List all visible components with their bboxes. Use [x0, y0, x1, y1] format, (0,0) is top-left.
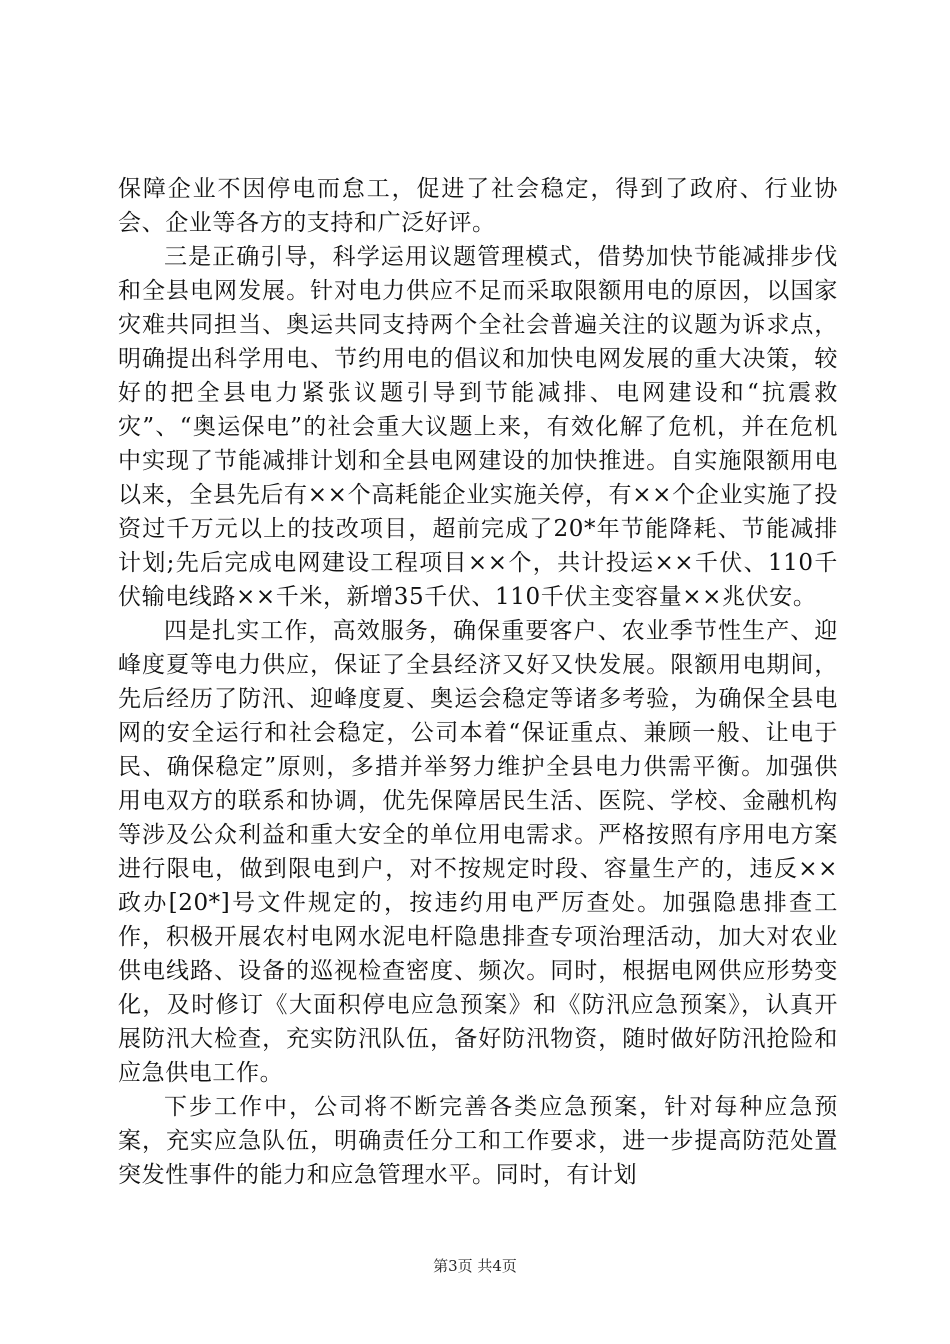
paragraph-fourth-point: 四是扎实工作，高效服务，确保重要客户、农业季节性生产、迎峰度夏等电力供应，保证了全县经济又好又快发展。限额用电期间，先后经历了防汛、迎峰度夏、奥运会稳定等诸多考验，为确保全县电网的安全运行和社会稳定，公司本着“保证重点、兼顾一般、让电于民、确保稳定”原则，多措并举努力维护全县电力供需平衡。加强供用电双方的联系和协调，优先保障居民生活、医院、学校、金融机构等涉及公众利益和重大安全的单位用电需求。严格按照有序用电方案进行限电，做到限电到户，对不按规定时段、容量生产的，违反××政办[20*]号文件规定的，按违约用电严厉查处。加强隐患排查工作，积极开展农村电网水泥电杆隐患排查专项治理活动，加大对农业供电线路、设备的巡视检查密度、频次。同时，根据电网供应形势变化，及时修订《大面积停电应急预案》和《防汛应急预案》，认真开展防汛大检查，充实防汛队伍，备好防汛物资，随时做好防汛抢险和应急供电工作。	[118, 618, 838, 1086]
paragraph-third-point: 三是正确引导，科学运用议题管理模式，借势加快节能减排步伐和全县电网发展。针对电力供应不足而采取限额用电的原因，以国家灾难共同担当、奥运共同支持两个全社会普遍关注的议题为诉求点，明确提出科学用电、节约用电的倡议和加快电网发展的重大决策，较好的把全县电力紧张议题引导到节能减排、电网建设和“抗震救灾”、“奥运保电”的社会重大议题上来，有效化解了危机，并在危机中实现了节能减排计划和全县电网建设的加快推进。自实施限额用电以来，全县先后有××个高耗能企业实施关停，有××个企业实施了投资过千万元以上的技改项目，超前完成了20*年节能降耗、节能减排计划;先后完成电网建设工程项目××个，共计投运××千伏、110千伏输电线路××千米，新增35千伏、110千伏主变容量××兆伏安。	[118, 244, 838, 610]
paragraph-continuation: 保障企业不因停电而怠工，促进了社会稳定，得到了政府、行业协会、企业等各方的支持和广泛好评。	[118, 176, 838, 236]
paragraph-next-steps: 下步工作中，公司将不断完善各类应急预案，针对每种应急预案，充实应急队伍，明确责任分工和工作要求，进一步提高防范处置突发性事件的能力和应急管理水平。同时，有计划	[118, 1094, 838, 1188]
document-body	[118, 172, 838, 1192]
page-number-footer: 第3页 共4页	[433, 1257, 517, 1275]
